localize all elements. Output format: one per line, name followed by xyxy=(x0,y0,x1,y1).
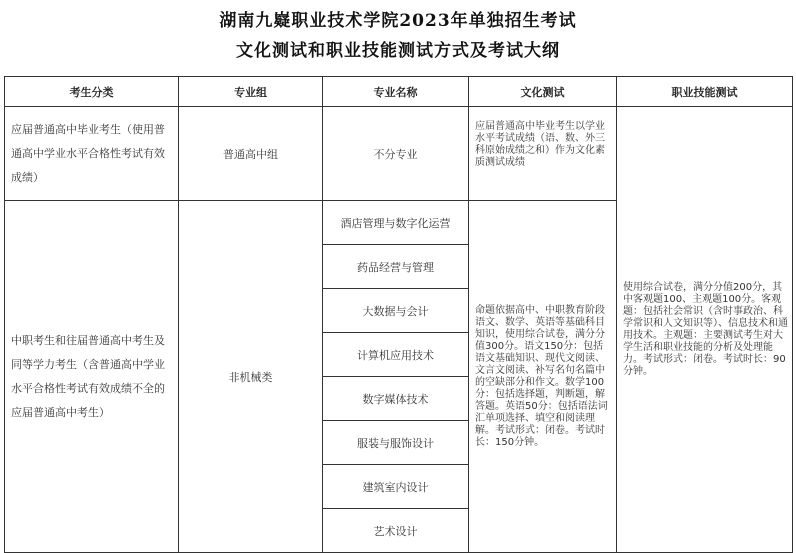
header-category: 考生分类 xyxy=(5,77,179,107)
major-cell: 建筑室内设计 xyxy=(323,465,469,509)
major-cell: 药品经营与管理 xyxy=(323,245,469,289)
table-row xyxy=(5,107,793,201)
major-cell: 大数据与会计 xyxy=(323,289,469,333)
category-cell: 中职考生和往届普通高中考生及同等学力考生（含普通高中学业水平合格性考试有效成绩不全的应届普通高中考生） xyxy=(5,201,179,553)
header-group: 专业组 xyxy=(179,77,323,107)
major-cell: 数字媒体技术 xyxy=(323,377,469,421)
category-cell: 应届普通高中毕业考生（使用普通高中学业水平合格性考试有效成绩） xyxy=(5,107,179,201)
major-cell: 艺术设计 xyxy=(323,509,469,553)
major-cell: 酒店管理与数字化运营 xyxy=(323,201,469,245)
page-title-line1: 湖南九嶷职业技术学院2023年单独招生考试 xyxy=(219,11,577,31)
skill-test-cell: 使用综合试卷，满分分值200分，其中客观题100、主观题100分。客观题：包括社会常识（含时事政治、科学常识和人文知识等）、信息技术和通用技术。主观题：主要测试考生对大学生活和职业技能的分析及处理能力。考试形式：闭卷。考试时长：90分钟。 xyxy=(617,107,793,553)
exam-table xyxy=(4,76,793,553)
page-title-line2: 文化测试和职业技能测试方式及考试大纲 xyxy=(236,41,560,61)
culture-test-cell: 应届普通高中毕业考生以学业水平考试成绩（语、数、外三科原始成绩之和）作为文化素质测试成绩 xyxy=(469,107,617,201)
header-skill-test: 职业技能测试 xyxy=(617,77,793,107)
header-culture-test: 文化测试 xyxy=(469,77,617,107)
table-header-row xyxy=(5,77,793,107)
header-major: 专业名称 xyxy=(323,77,469,107)
culture-test-cell: 命题依据高中、中职教育阶段语文、数学、英语等基础科目知识，使用综合试卷，满分分值300分。语文150分：包括语文基础知识、现代文阅读、文言文阅读、补写名句名篇中的空缺部分和作文。数学100分：包括选择题，判断题，解答题。英语50分：包括语法词汇单项选择、填空和阅读理解。考试形式：闭卷。考试时长：150分钟。 xyxy=(469,201,617,553)
major-cell: 计算机应用技术 xyxy=(323,333,469,377)
major-cell: 服装与服饰设计 xyxy=(323,421,469,465)
major-cell: 不分专业 xyxy=(323,107,469,201)
group-cell: 普通高中组 xyxy=(179,107,323,201)
group-cell: 非机械类 xyxy=(179,201,323,553)
